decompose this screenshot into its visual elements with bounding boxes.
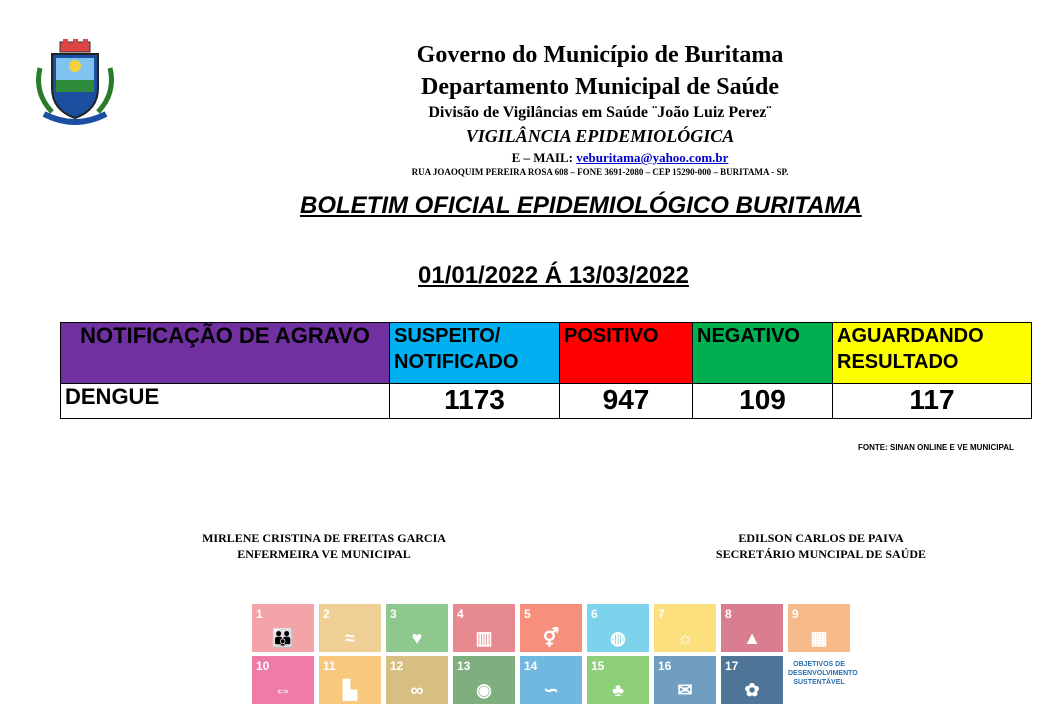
sdg-tile-number: 9 [792,607,799,621]
signature-nurse [168,530,480,562]
header-negativo: NEGATIVO [693,323,833,384]
sdg-tile-number: 7 [658,607,665,621]
sdg-tile [654,604,716,652]
cell-agravo: DENGUE [61,384,390,419]
sdg-tile-number: 14 [524,659,538,673]
cell-positivo: 947 [560,384,693,419]
sdg-tile-number: 11 [323,659,336,673]
source-note: FONTE: SINAN ONLINE E VE MUNICIPAL [858,443,1014,452]
sdg-tile-icon: ♥ [411,628,423,648]
sdg-tile-icon: ▲ [743,628,761,648]
sdg-tile-number: 10 [256,659,270,673]
header-epidemiology: VIGILÂNCIA EPIDEMIOLÓGICA [465,126,735,146]
email-link[interactable]: veburitama@yahoo.com.br [576,150,729,165]
sdg-tile-icon: ♣ [612,680,624,700]
sdg-logo: OBJETIVOS DE DESENVOLVIMENTO SUSTENTÁVEL [788,656,850,704]
period-range: 01/01/2022 Á 13/03/2022 [418,262,689,289]
sdg-tile-number: 13 [457,659,471,673]
sdg-tile-number: 12 [390,659,404,673]
sdg-tile [520,656,582,704]
header-department-title: Departamento Municipal de Saúde [420,74,779,100]
sdg-tile-icon: ∞ [410,680,424,700]
sdg-tile-icon: ☼ [676,628,694,648]
cell-suspeito: 1173 [390,384,560,419]
sdg-tile-number: 1 [256,607,263,621]
header-address: RUA JOAOQUIM PEREIRA ROSA 608 – FONE 3691-2080 – CEP 15290-000 – BURITAMA - SP. [411,167,789,177]
sdg-tile [587,656,649,704]
municipal-crest-logo [30,38,120,128]
sdg-tile-icon: ✿ [744,680,760,700]
signature-name: EDILSON CARLOS DE PAIVA [738,531,904,545]
sdg-tile-icon: ⇔ [274,680,292,700]
sdg-tile-number: 17 [725,659,739,673]
cell-negativo: 109 [693,384,833,419]
signature-role: SECRETÁRIO MUNCIPAL DE SAÚDE [715,547,927,561]
header-government-title: Governo do Município de Buritama [416,42,784,68]
sdg-tile-icon: ◉ [476,680,492,700]
table-row [61,384,1032,419]
sdg-tile [252,656,314,704]
sdg-tile [453,656,515,704]
sdg-tile [386,604,448,652]
epidemiology-table [60,322,1032,419]
sdg-tile-icon: ▥ [475,628,493,648]
sdg-tile-icon: ▦ [810,628,828,648]
cell-aguardando: 117 [833,384,1032,419]
signature-name: MIRLENE CRISTINA DE FREITAS GARCIA [202,531,446,545]
sdg-tile-number: 8 [725,607,732,621]
email-label: E – MAIL: [511,150,573,165]
sdg-tile [721,604,783,652]
sdg-tile-icon: ✉ [677,680,693,700]
table-header-row [61,323,1032,384]
sdg-tile [788,604,850,652]
sdg-tile-number: 3 [390,607,397,621]
header-division: Divisão de Vigilâncias em Saúde ¨João Luiz Perez¨ [428,104,772,121]
signature-secretary [680,530,962,562]
sdg-tile-icon: ∽ [543,680,559,700]
sdg-tile-icon: ◍ [610,628,626,648]
sdg-tile-number: 2 [323,607,330,621]
sdg-tile-number: 5 [524,607,531,621]
sdg-tile [721,656,783,704]
sdg-tile [654,656,716,704]
sdg-tile-number: 15 [591,659,605,673]
header-email-line [340,150,900,166]
header-suspeito: SUSPEITO/ NOTIFICADO [390,323,560,384]
bulletin-title: BOLETIM OFICIAL EPIDEMIOLÓGICO BURITAMA [300,192,862,219]
header-aguardando: AGUARDANDO RESULTADO [833,323,1032,384]
sdg-tile [587,604,649,652]
sdg-tile [252,604,314,652]
signature-role: ENFERMEIRA VE MUNICIPAL [237,547,411,561]
sdg-tile-icon: ≈ [345,628,355,648]
header-positivo: POSITIVO [560,323,693,384]
sdg-tile [520,604,582,652]
sdg-tile-number: 16 [658,659,672,673]
sdg-tile-number: 4 [457,607,464,621]
sdg-tile-icon: ⚥ [542,628,560,648]
sdg-tile [453,604,515,652]
sdg-tile-icon: 👪 [271,628,295,648]
sdg-tile [319,656,381,704]
sdg-tile [319,604,381,652]
sdg-tile-number: 6 [591,607,598,621]
sdg-tile [386,656,448,704]
sdg-tile-icon: ▙ [343,680,357,700]
header-agravo: NOTIFICAÇÃO DE AGRAVO [61,323,390,384]
